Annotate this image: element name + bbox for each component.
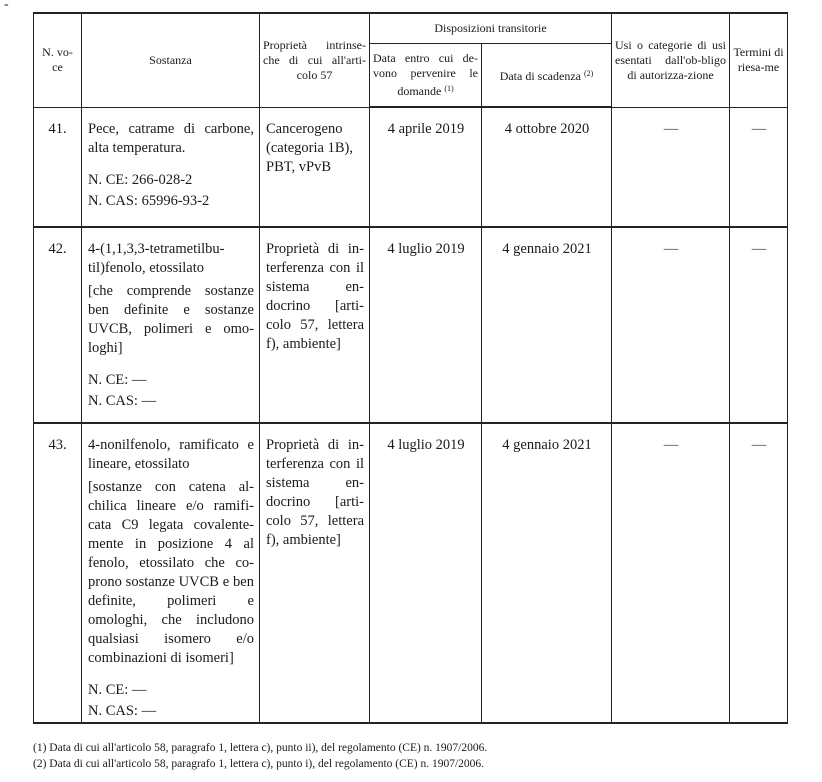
footnotes — [33, 740, 793, 772]
sunset-date-cell: 4 gennaio 2021 — [482, 423, 612, 723]
table-row — [34, 227, 788, 423]
ec-number: N. CE: — — [88, 682, 147, 698]
cas-number: N. CAS: — — [88, 393, 157, 409]
application-date-cell: 4 aprile 2019 — [370, 107, 482, 227]
substance-name: 4-nonilfenolo, ramificato e lineare, etossilato — [88, 437, 254, 472]
footnote-ref-1: (1) — [444, 83, 454, 93]
review-period-cell: — — [730, 107, 788, 227]
header-transitional: Disposizioni transitorie — [370, 13, 612, 43]
substance-cell — [82, 107, 260, 227]
ec-number: N. CE: — — [88, 372, 147, 388]
substance-name: 4-(1,1,3,3-tetrametilbu-til)fenolo, etossilato — [88, 241, 225, 276]
review-period-cell: — — [730, 423, 788, 723]
application-date-cell: 4 luglio 2019 — [370, 227, 482, 423]
ec-number: N. CE: 266-028-2 — [88, 171, 193, 188]
sunset-date-cell: 4 gennaio 2021 — [482, 227, 612, 423]
table-row — [34, 107, 788, 227]
properties-cell: Proprietà di in-terferenza con il sistema en-docrino [arti-colo 57, lettera f), ambiente] — [260, 227, 370, 423]
header-num-text: N. vo-ce — [42, 45, 73, 75]
properties-cell: Proprietà di in-terferenza con il sistema en-docrino [arti-colo 57, lettera f), ambiente] — [260, 423, 370, 723]
header-exempted-uses: Usi o categorie di usi esentati dall'ob-bligo di autorizza-zione — [612, 13, 730, 107]
footnote-1: (1) Data di cui all'articolo 58, paragrafo 1, lettera c), punto ii), del regolamento (CE) n. 1907/2006. — [33, 742, 488, 754]
entry-number: 41. — [34, 107, 82, 227]
properties-cell: Cancerogeno (categoria 1B), PBT, vPvB — [260, 107, 370, 227]
footnote-ref-2: (2) — [583, 68, 594, 78]
exempted-uses-cell: — — [612, 423, 730, 723]
substance-cell — [82, 227, 260, 423]
header-sunset-date: Data di scadenza $^{(2)}$ — [482, 43, 612, 107]
substance-cell — [82, 423, 260, 723]
header-substance: Sostanza — [82, 13, 260, 107]
entry-number: 43. — [34, 423, 82, 723]
header-num — [34, 13, 82, 107]
substance-description: [che comprende sostanze ben definite e sostanze UVCB, polimeri e omo-loghi] — [88, 283, 254, 356]
application-date-cell: 4 luglio 2019 — [370, 423, 482, 723]
cas-number: N. CAS: — — [88, 703, 157, 719]
substance-name: Pece, catrame di carbone, alta temperatura. — [88, 120, 254, 156]
review-period-cell: — — [730, 227, 788, 423]
entry-number: 42. — [34, 227, 82, 423]
corner-mark: - — [4, 0, 9, 12]
exempted-uses-cell: — — [612, 227, 730, 423]
header-properties: Proprietà intrinse-che di cui all'arti-colo 57 — [260, 13, 370, 107]
substances-table — [33, 12, 788, 724]
exempted-uses-cell: — — [612, 107, 730, 227]
cas-number: N. CAS: 65996-93-2 — [88, 192, 210, 209]
footnote-2: (2) Data di cui all'articolo 58, paragrafo 1, lettera c), punto i), del regolamento (CE) n. 1907/2006. — [33, 758, 485, 770]
substance-description: [sostanze con catena al-chilica lineare e/o ramifi-cata C9 legata covalente-mente in posizione 4 al fenolo, etossilato che co-prono sostanze UVCB e ben definite, polimeri e omologhi, che includono qualsiasi isomero e/o combinazioni di isomeri] — [88, 479, 254, 666]
sunset-date-cell: 4 ottobre 2020 — [482, 107, 612, 227]
header-review-periods: Termini di riesa-me — [730, 13, 788, 107]
header-application-date: Data entro cui de-vono pervenire le domande $^{(1)}$ — [370, 43, 482, 107]
table-row — [34, 423, 788, 723]
